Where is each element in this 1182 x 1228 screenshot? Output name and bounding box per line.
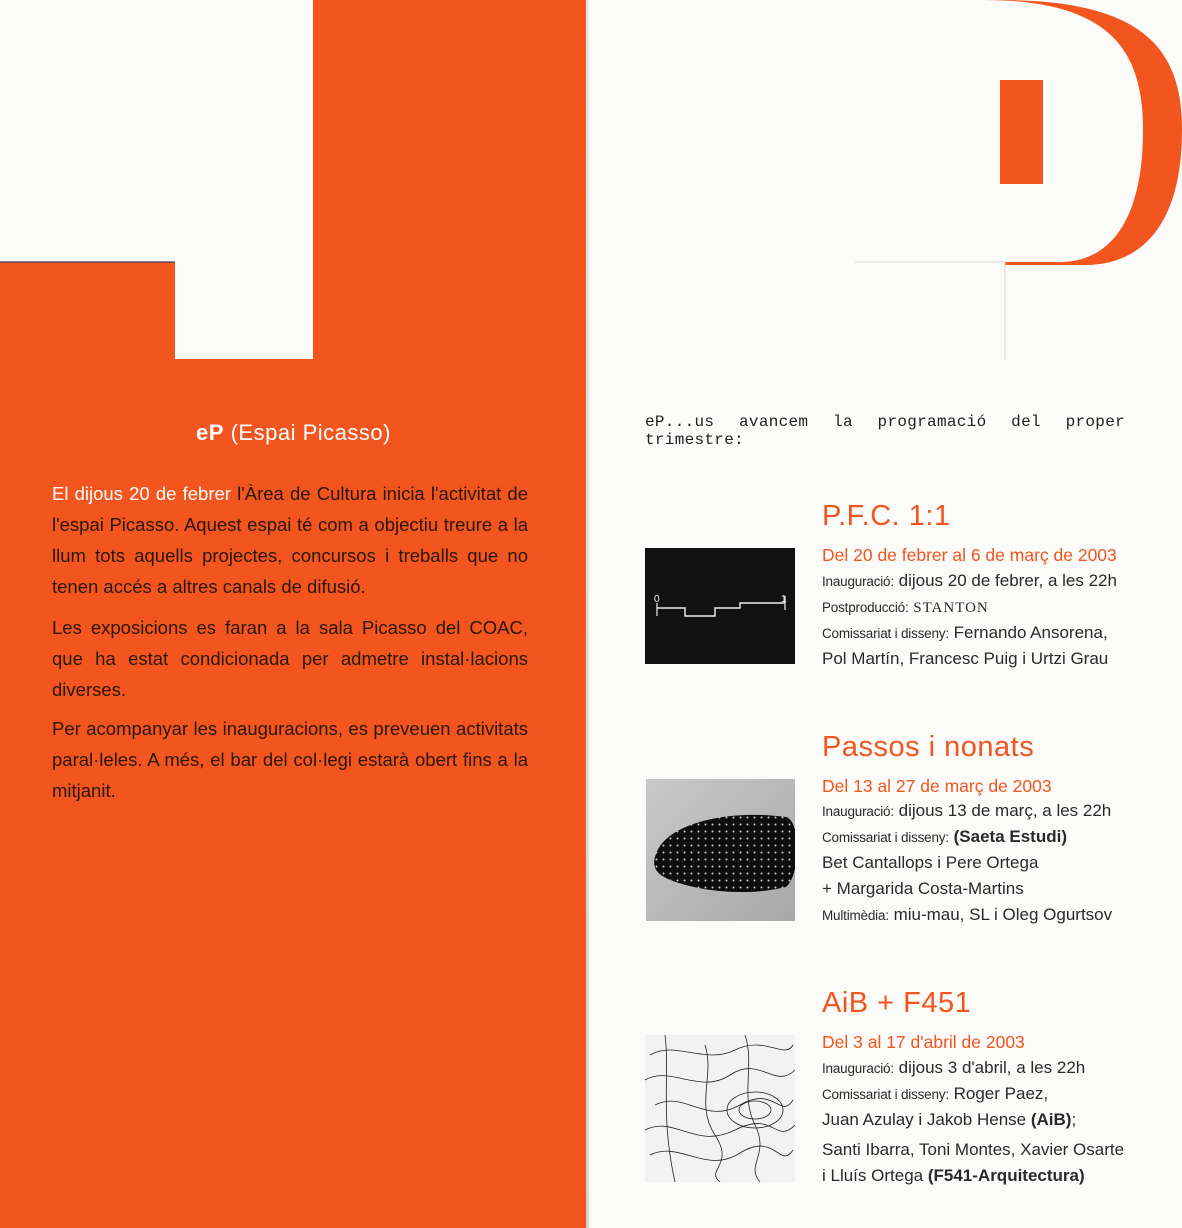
intro-text: l'Àrea de Cultura inicia l'activitat de l'espai Picasso. Aquest espai té com a objectiu treure a la llum tots aquells projectes, concursos i treballs que no tenen accés a altres canals de difusió. [52, 483, 528, 597]
white-notch [175, 262, 313, 359]
event-date: Del 20 de febrer al 6 de març de 2003 [822, 545, 1117, 565]
value: (Saeta Estudi) [953, 827, 1067, 846]
label: Inauguració: [822, 574, 894, 589]
label: Postproducció: [822, 600, 909, 615]
event-image-contour [645, 1035, 795, 1182]
intro-line: eP...us avancem la programació del proper trimestre: [645, 413, 1125, 449]
stanton-logo: STANTON [913, 600, 989, 616]
event-curators [822, 827, 1124, 847]
intro-paragraph [52, 478, 528, 602]
event-curators-names: Bet Cantallops i Pere Ortega [822, 853, 1039, 872]
event-date: Del 3 al 17 d'abril de 2003 [822, 1032, 1025, 1052]
event-postproduction [822, 597, 1124, 617]
event-date: Del 13 al 27 de març de 2003 [822, 776, 1052, 796]
fold-line [586, 0, 589, 1228]
label: Comissariat i disseny: [822, 626, 949, 641]
studio-f541: (F541-Arquitectura) [927, 1166, 1085, 1185]
event-curators-cont: Pol Martín, Francesc Puig i Urtzi Grau [822, 649, 1109, 668]
label: Inauguració: [822, 804, 894, 819]
value: dijous 3 d'abril, a les 22h [898, 1058, 1086, 1077]
names: Juan Azulay i Jakob Hense [822, 1110, 1027, 1129]
event-curators-names [822, 1110, 1124, 1130]
event-title: Passos i nonats [822, 731, 1035, 763]
event-curators [822, 623, 1124, 643]
event-inauguration [822, 571, 1124, 591]
divider-line [0, 261, 175, 263]
names: i Lluís Ortega [822, 1166, 924, 1185]
left-panel [0, 0, 587, 1228]
event-image-insole [646, 779, 795, 921]
value: Fernando Ansorena, [953, 623, 1108, 642]
value: dijous 13 de març, a les 22h [898, 801, 1112, 820]
event-title: P.F.C. 1:1 [822, 500, 951, 532]
exhibitions-paragraph: Les exposicions es faran a la sala Picasso del COAC, que ha estat condicionada per admetre instal·lacions diverses. [52, 617, 528, 700]
event-inauguration [822, 801, 1124, 821]
value: dijous 20 de febrer, a les 22h [898, 571, 1117, 590]
studio-aib: (AiB) [1030, 1110, 1072, 1129]
thumb-label-right: 1 [781, 594, 787, 605]
event-title: AiB + F451 [822, 987, 972, 1019]
event-image-pfc [645, 548, 795, 664]
orange-block-top [313, 0, 587, 270]
event-curators-extra: + Margarida Costa-Martins [822, 879, 1024, 898]
heading-logo: eP [196, 420, 224, 445]
label: Comissariat i disseny: [822, 830, 949, 845]
event-inauguration [822, 1058, 1124, 1078]
big-p-logo [855, 0, 1182, 360]
value: Roger Paez, [953, 1084, 1049, 1103]
separator: ; [1071, 1110, 1077, 1129]
activities-paragraph: Per acompanyar les inauguracions, es preveuen activitats paral·leles. A més, el bar del col·legi estarà obert fins a la mitjanit. [52, 718, 528, 801]
event-multimedia [822, 905, 1124, 925]
event-curators-extra: Santi Ibarra, Toni Montes, Xavier Osarte [822, 1140, 1125, 1159]
value: miu-mau, SL i Oleg Ogurtsov [893, 905, 1113, 924]
heading-subtitle: (Espai Picasso) [230, 420, 391, 445]
event-curators-last [822, 1166, 1124, 1186]
label: Inauguració: [822, 1061, 894, 1076]
left-heading [0, 420, 587, 446]
label: Multimèdia: [822, 908, 889, 923]
label: Comissariat i disseny: [822, 1087, 949, 1102]
event-curators [822, 1084, 1124, 1104]
date-highlight: El dijous 20 de febrer [52, 483, 231, 504]
thumb-label-left: 0 [654, 594, 660, 605]
